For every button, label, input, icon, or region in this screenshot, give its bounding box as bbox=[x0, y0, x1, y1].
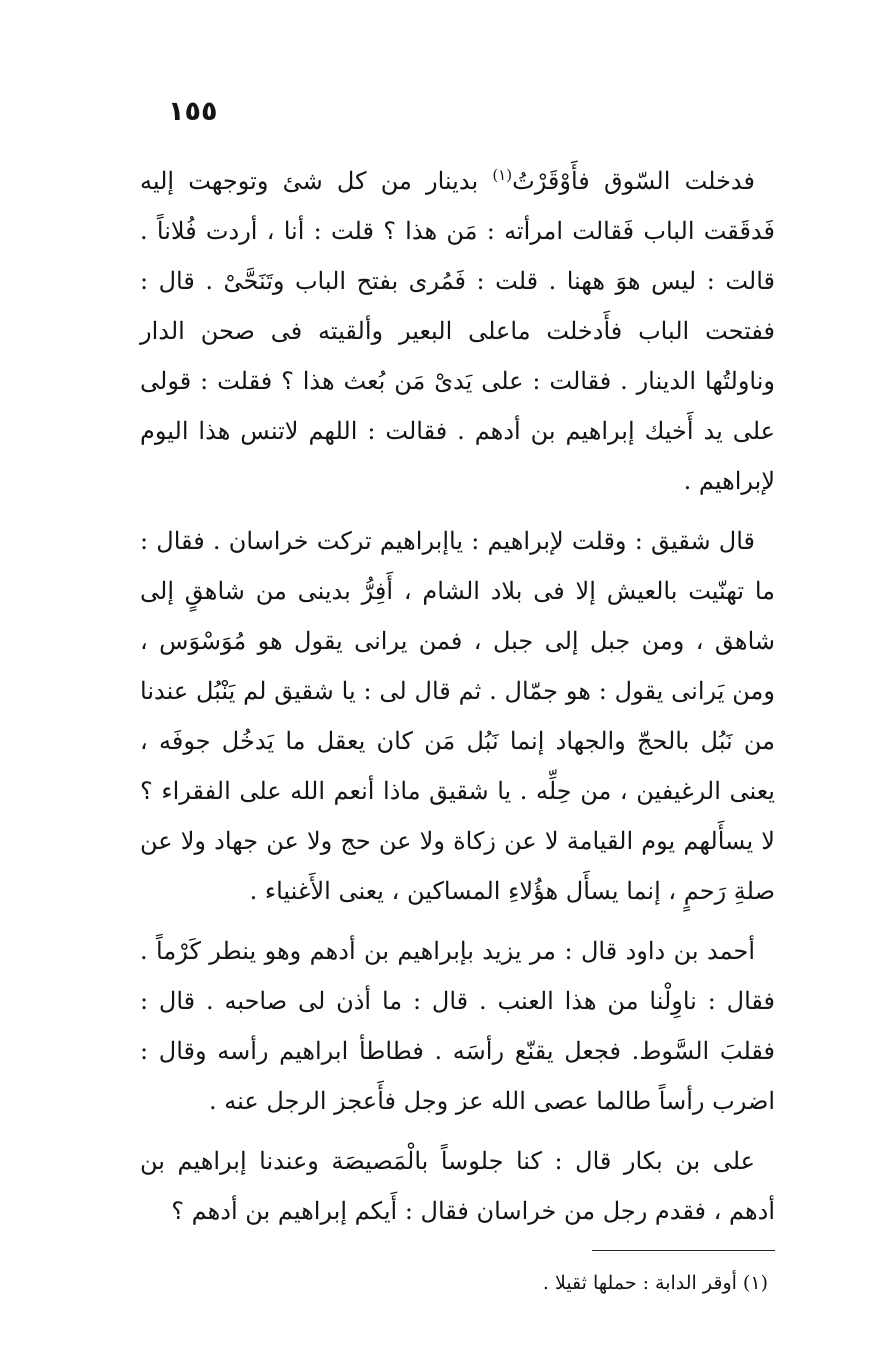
paragraph-3: أحمد بن داود قال : مر يزيد بإبراهيم بن أدهم وهو ينطر كَرْماً . فقال : ناوِلْنا من هذا العنب . قال : ما أذن لى صاحبه . قال : فقلبَ السَّوط. فجعل يقنّع رأسَه . فطاطأ ابراهيم رأسه وقال : اضرب رأساً طالما عصى الله عز وجل فأَعجز الرجل عنه . bbox=[140, 937, 775, 1115]
page-number: ١٥٥ bbox=[168, 96, 218, 127]
footnote-divider bbox=[592, 1250, 775, 1251]
paragraph-1-text-continued: بدينار من كل شئ وتوجهت إليه فَدقَقت الباب فَقالت امرأته : مَن هذا ؟ قلت : أنا ، أردت فُلاناً . قالت : ليس هوَ ههنا . قلت : فَمُرى بفتح الباب وتَنَحَّىْ . قال : ففتحت الباب فأَدخلت ماعلى البعير وألقيته فى صحن الدار وناولتُها الدينار . فقالت : على يَدىْ مَن بُعث هذا ؟ فقلت : قولى على يد أَخيك إبراهيم بن أدهم . فقالت : اللهم لاتنس هذا اليوم لإبراهيم . bbox=[140, 167, 775, 495]
paragraph-4: على بن بكار قال : كنا جلوساً بالْمَصيصَة وعندنا إبراهيم بن أدهم ، فقدم رجل من خراسان فقال : أَيكم إبراهيم بن أدهم ؟ bbox=[140, 1147, 775, 1225]
body-text bbox=[140, 156, 775, 1246]
paragraph-1-text: فدخلت السّوق فأَوْقَرْتُ bbox=[512, 167, 755, 195]
paragraph-2: قال شقيق : وقلت لإبراهيم : ياإبراهيم تركت خراسان . فقال : ما تهنّيت بالعيش إلا فى بلاد الشام ، أَفِرُّ بدينى من شاهقٍ إلى شاهق ، ومن جبل إلى جبل ، فمن يرانى يقول هو مُوَسْوَس ، ومن يَرانى يقول : هو جمّال . ثم قال لى : يا شقيق لم يَنْبُل عندنا من نَبُل بالحجّ والجهاد إنما نَبُل مَن كان يعقل ما يَدخُل جوفَه ، يعنى الرغيفين ، من حِلِّه . يا شقيق ماذا أنعم الله على الفقراء ؟ لا يسأَلهم يوم القيامة لا عن زكاة ولا عن حج ولا عن جهاد ولا عن صلةِ رَحمٍ ، إنما يسأَل هؤُلاءِ المساكين ، يعنى الأَغنياء . bbox=[140, 527, 775, 905]
footnote: (١) أوقر الدابة : حملها ثقيلا . bbox=[542, 1272, 768, 1294]
paragraph-1 bbox=[140, 156, 775, 506]
footnote-reference: (١) bbox=[492, 166, 513, 184]
